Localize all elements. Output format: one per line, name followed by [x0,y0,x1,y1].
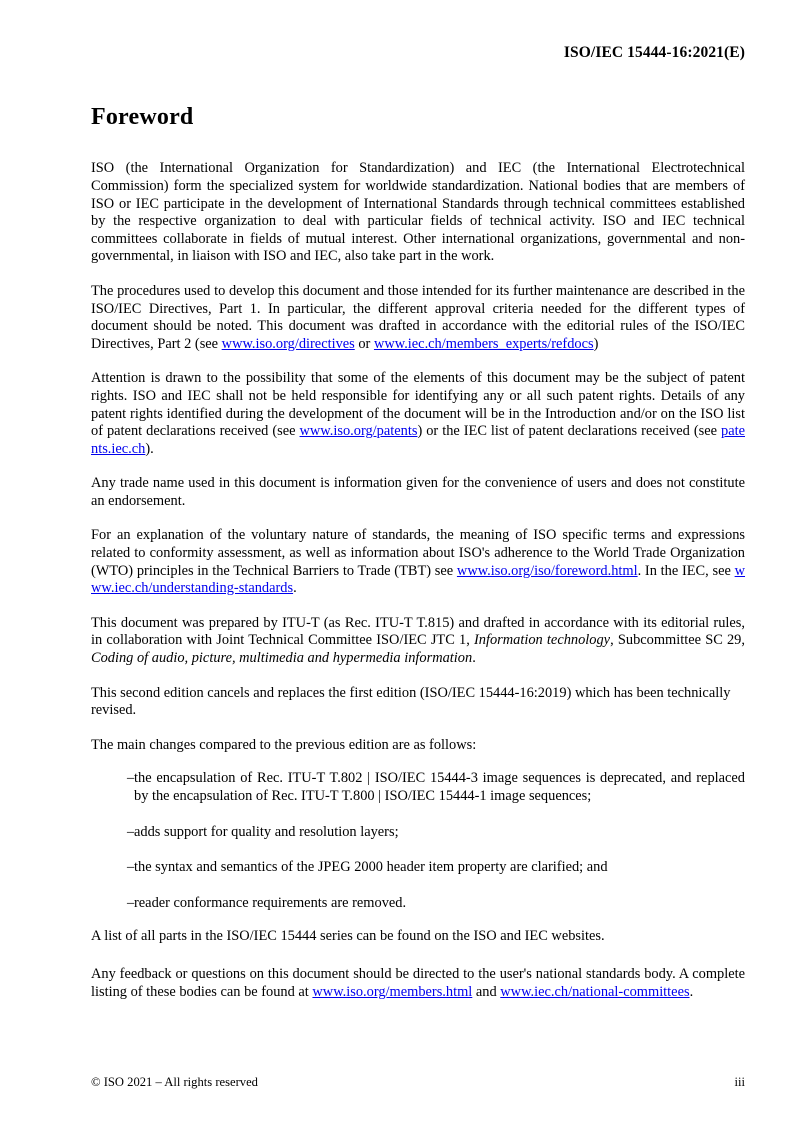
list-item [91,824,745,842]
paragraph-voluntary-nature [91,527,745,597]
paragraph-preparation-text-b: , Subcommittee SC 29, [610,632,745,649]
paragraph-scope-bodies: ISO (the International Organization for Standardization) and IEC (the International Electrotechnical Commission) form the specialized system for worldwide standardization. National bodies that are members of ISO or IEC participate in the development of International Standards through technical committees established by the respective organization to deal with particular fields of technical activity. ISO and IEC technical committees collaborate in fields of mutual interest. Other international organizations, governmental and non-governmental, in liaison with ISO and IEC, also take part in the work. [91,160,745,265]
paragraph-patent-text-c: ). [145,440,154,457]
list-item-label: the encapsulation of Rec. ITU-T T.802 | ISO/IEC 15444-3 image sequences is deprecated, and replaced by the encapsulation of Rec. ITU-T T.800 | ISO/IEC 15444-1 image sequences; [134,770,745,805]
link-iso-directives[interactable]: www.iso.org/directives [221,335,355,352]
running-header: ISO/IEC 15444-16:2021(E) [563,44,745,61]
paragraph-patent-text-a: Attention is drawn to the possibility that some of the elements of this document may be the subject of patent rights. ISO and IEC shall not be held responsible for identifying any or all such patent rights. Details of any patent rights identified during the development of the document will be in the Introduction and/or on the ISO list of patent declarations received (see [91,370,745,440]
link-iso-members[interactable]: www.iso.org/members.html [312,983,473,1000]
paragraph-patent-rights [91,370,745,458]
link-iec-national-committees[interactable]: www.iec.ch/national-committees [500,983,690,1000]
document-content [91,104,745,1018]
paragraph-directives-text-b: or [354,335,374,352]
paragraph-patent-text-b: ) or the IEC list of patent declarations received (see [417,423,722,440]
changes-list [91,770,745,912]
italic-subcommittee-title: Coding of audio, picture, multimedia and hypermedia information [91,650,473,667]
paragraph-parts-list: A list of all parts in the ISO/IEC 15444 series can be found on the ISO and IEC websites. [91,928,605,945]
dash-marker-icon: – [127,823,135,840]
list-item [91,770,745,805]
list-item-label: the syntax and semantics of the JPEG 2000 header item property are clarified; and [134,859,608,876]
list-item [91,859,745,877]
link-iso-foreword[interactable]: www.iso.org/iso/foreword.html [456,562,638,579]
page-footer [91,1075,745,1090]
list-item [91,895,745,913]
dash-marker-icon: – [127,894,135,911]
page-number: iii [734,1075,745,1089]
link-iso-patents[interactable]: www.iso.org/patents [299,423,418,440]
paragraph-voluntary-text-a: For an explanation of the voluntary nature of standards, the meaning of ISO specific terms and expressions related to conformity assessment, as well as information about ISO's adherence to the World Trade Organization (WTO) principles in the Technical Barriers to Trade (TBT) see [91,527,745,579]
link-iec-understanding-standards[interactable]: www.iec.ch/understanding-standards [91,562,746,597]
list-item-label: adds support for quality and resolution layers; [134,823,399,840]
paragraph-feedback-text-b: and [472,983,501,1000]
copyright-notice: © ISO 2021 – All rights reserved [91,1075,258,1089]
list-item-label: reader conformance requirements are removed. [134,894,407,911]
paragraph-directives-text-c: ) [593,335,599,352]
paragraph-main-changes-intro: The main changes compared to the previous edition are as follows: [91,736,477,753]
link-patents-iec-ch[interactable]: patents.iec.ch [91,423,745,457]
paragraph-feedback-text-a: Any feedback or questions on this document should be directed to the user's national standards body. A complete listing of these bodies can be found at [91,965,745,1000]
italic-information-technology: Information technology [473,632,611,649]
paragraph-preparation [91,615,745,668]
paragraph-trade-name: Any trade name used in this document is information given for the convenience of users and does not constitute an endorsement. [91,475,745,509]
paragraph-feedback [91,966,745,1001]
page-title: Foreword [91,104,194,130]
paragraph-voluntary-text-c: . [293,580,297,597]
link-iec-members-experts-refdocs[interactable]: www.iec.ch/members_experts/refdocs [373,335,594,352]
paragraph-preparation-text-a: This document was prepared by ITU-T (as Rec. ITU-T T.815) and drafted in accordance with its editorial rules, in collaboration with Joint Technical Committee ISO/IEC JTC 1, [91,614,745,649]
paragraph-second-edition: This second edition cancels and replaces the first edition (ISO/IEC 15444-16:2019) which has been technically revised. [91,684,731,719]
paragraph-voluntary-text-b: . In the IEC, see [637,562,735,579]
dash-marker-icon: – [127,770,135,787]
paragraph-directives-text-a: The procedures used to develop this document and those intended for its further maintenance are described in the ISO/IEC Directives, Part 1. In particular, the different approval criteria needed for the different types of document should be noted. This document was drafted in accordance with the editorial rules of the ISO/IEC Directives, Part 2 (see [91,282,745,352]
paragraph-feedback-text-c: . [689,983,694,1000]
paragraph-directives [91,283,745,353]
paragraph-preparation-text-c: . [472,650,476,667]
dash-marker-icon: – [127,859,135,876]
